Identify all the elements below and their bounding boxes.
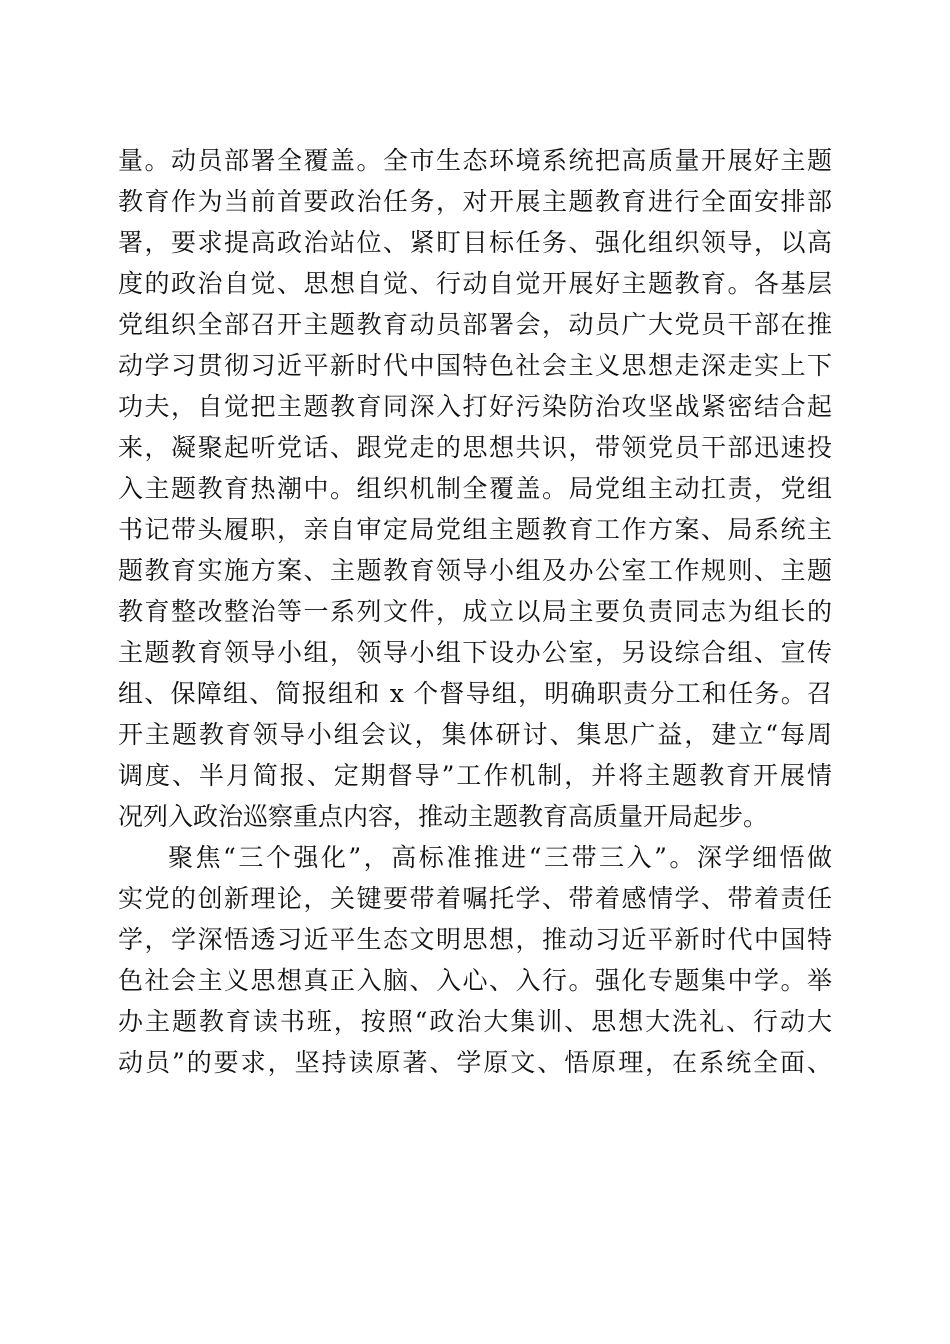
- text-line: 办主题教育读书班，按照“政治大集训、思想大洗礼、行动大: [118, 1007, 832, 1036]
- text-line: 教育作为当前首要政治任务，对开展主题教育进行全面安排部: [118, 187, 832, 216]
- text-line: 度的政治自觉、思想自觉、行动自觉开展好主题教育。各基层: [118, 269, 832, 298]
- text-line: 题教育实施方案、主题教育领导小组及办公室工作规则、主题: [118, 556, 832, 585]
- text-line: 书记带头履职，亲自审定局党组主题教育工作方案、局系统主: [118, 515, 832, 544]
- text-line: 主题教育领导小组，领导小组下设办公室，另设综合组、宣传: [118, 638, 832, 667]
- text-line: 动员”的要求，坚持读原著、学原文、悟原理，在系统全面、: [118, 1048, 832, 1077]
- text-line: 调度、半月简报、定期督导”工作机制，并将主题教育开展情: [118, 761, 832, 790]
- text-line: 开主题教育领导小组会议，集体研讨、集思广益，建立“每周: [118, 720, 832, 749]
- text-line: 党组织全部召开主题教育动员部署会，动员广大党员干部在推: [118, 310, 832, 339]
- text-line: 色社会主义思想真正入脑、入心、入行。强化专题集中学。举: [118, 966, 832, 995]
- text-line: 学，学深悟透习近平生态文明思想，推动习近平新时代中国特: [118, 925, 832, 954]
- text-line: 况列入政治巡察重点内容，推动主题教育高质量开局起步。: [118, 802, 769, 831]
- text-line: 署，要求提高政治站位、紧盯目标任务、强化组织领导，以高: [118, 228, 832, 257]
- text-line: 动学习贯彻习近平新时代中国特色社会主义思想走深走实上下: [118, 351, 832, 380]
- text-line: 来，凝聚起听党话、跟党走的思想共识，带领党员干部迅速投: [118, 433, 832, 462]
- text-line: 入主题教育热潮中。组织机制全覆盖。局党组主动扛责，党组: [118, 474, 832, 503]
- document-body: [118, 140, 832, 1083]
- text-line: 组、保障组、简报组和 x 个督导组，明确职责分工和任务。召: [118, 679, 832, 708]
- text-line: 实党的创新理论，关键要带着嘱托学、带着感情学、带着责任: [118, 884, 832, 913]
- paragraph-first-line: 聚焦“三个强化”，高标准推进“三带三入”。深学细悟做: [168, 843, 832, 872]
- text-line: 功夫，自觉把主题教育同深入打好污染防治攻坚战紧密结合起: [118, 392, 832, 421]
- text-line: 量。动员部署全覆盖。全市生态环境系统把高质量开展好主题: [118, 146, 832, 175]
- text-line: 教育整改整治等一系列文件，成立以局主要负责同志为组长的: [118, 597, 832, 626]
